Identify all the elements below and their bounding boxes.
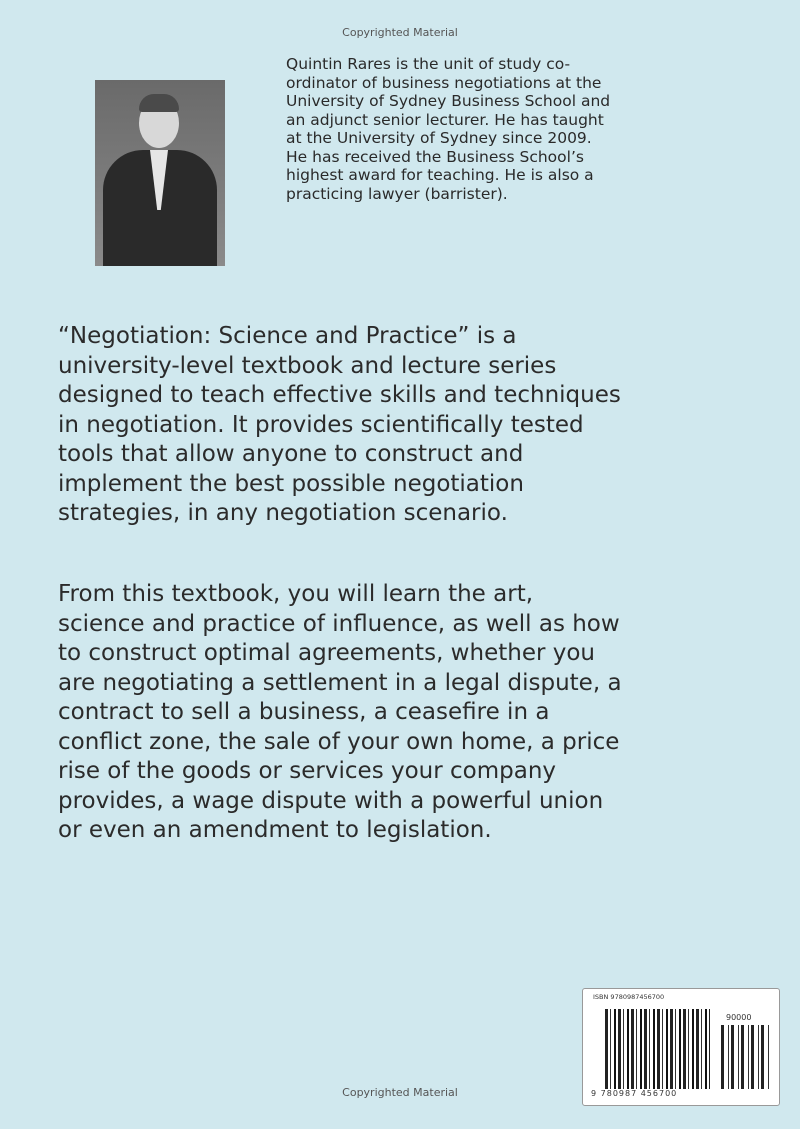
bio-line: highest award for teaching. He is also a bbox=[286, 166, 594, 184]
paragraph-line: tools that allow anyone to construct and bbox=[58, 441, 524, 467]
copyright-watermark-bottom: Copyrighted Material bbox=[342, 1086, 458, 1099]
paragraph-line: university-level textbook and lecture series bbox=[58, 352, 557, 379]
bio-line: practicing lawyer (barrister). bbox=[286, 184, 508, 203]
author-bio bbox=[286, 55, 756, 203]
bio-line: He has received the Business School’s bbox=[286, 147, 584, 166]
paragraph-line: to construct optimal agreements, whether you bbox=[58, 640, 595, 666]
barcode-digits: 9 780987 456700 bbox=[591, 1089, 678, 1098]
price-barcode-bars bbox=[721, 1025, 769, 1089]
paragraph-line: provides, a wage dispute with a powerful union bbox=[58, 787, 604, 814]
copyright-watermark-top: Copyrighted Material bbox=[342, 26, 458, 39]
paragraph-line: are negotiating a settlement in a legal dispute, a bbox=[58, 669, 622, 696]
paragraph-line: From this textbook, you will learn the art, bbox=[58, 581, 534, 607]
isbn-label: ISBN 9780987456700 bbox=[593, 993, 665, 1001]
paragraph-line: conflict zone, the sale of your own home, a price bbox=[58, 728, 620, 755]
paragraph-line: science and practice of influence, as well as how bbox=[58, 610, 620, 637]
bio-line: Quintin Rares is the unit of study co- bbox=[286, 55, 571, 73]
photo-hair bbox=[139, 94, 179, 112]
paragraph-line: contract to sell a business, a ceasefire in a bbox=[58, 699, 550, 725]
paragraph-line: implement the best possible negotiation bbox=[58, 470, 524, 497]
paragraph-line: in negotiation. It provides scientifically tested bbox=[58, 411, 584, 438]
bio-line: at the University of Sydney since 2009. bbox=[286, 129, 592, 147]
bio-line: an adjunct senior lecturer. He has taught bbox=[286, 110, 604, 129]
paragraph-line: designed to teach effective skills and techniques bbox=[58, 382, 621, 408]
description-paragraph-2 bbox=[58, 580, 778, 846]
bio-line: ordinator of business negotiations at the bbox=[286, 73, 602, 92]
barcode-bars bbox=[605, 1009, 710, 1089]
author-photo bbox=[95, 80, 225, 266]
paragraph-line: “Negotiation: Science and Practice” is a bbox=[58, 323, 517, 349]
bio-line: University of Sydney Business School and bbox=[286, 92, 611, 110]
description-paragraph-1 bbox=[58, 322, 778, 529]
paragraph-line: strategies, in any negotiation scenario. bbox=[58, 500, 508, 526]
paragraph-line: or even an amendment to legislation. bbox=[58, 817, 492, 843]
paragraph-line: rise of the goods or services your company bbox=[58, 758, 557, 784]
price-code: 90000 bbox=[726, 1013, 752, 1022]
